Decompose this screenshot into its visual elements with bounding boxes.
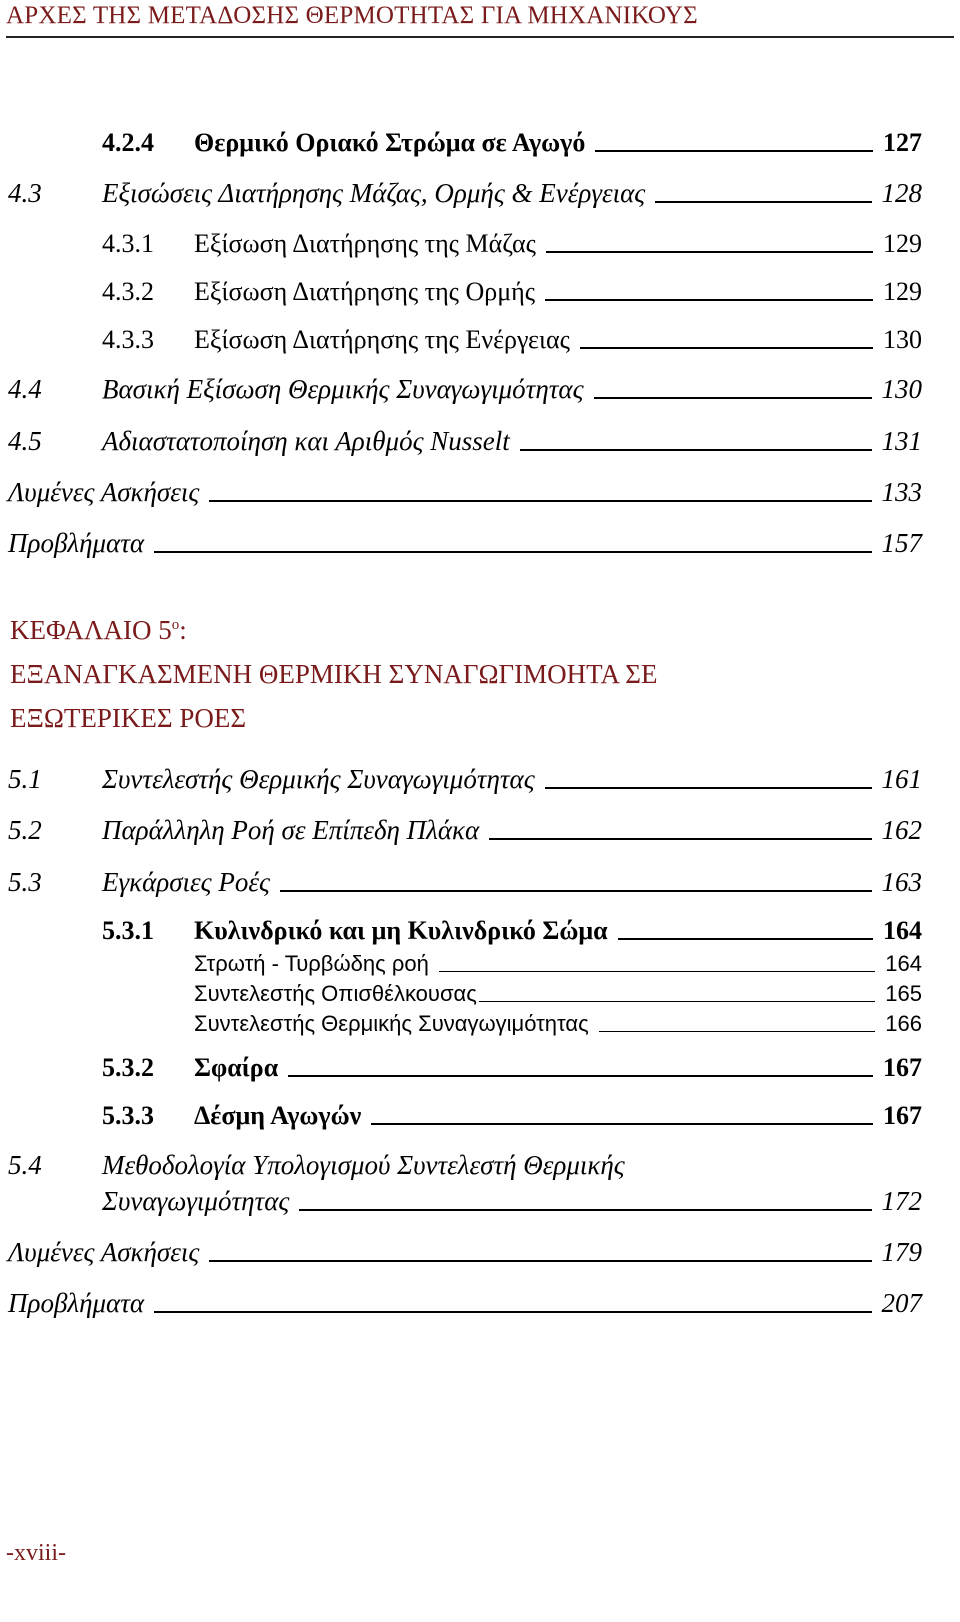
toc-title: Λυμένες Ασκήσεις: [8, 477, 200, 507]
toc-leader: [599, 1031, 876, 1032]
toc-page: 157: [881, 528, 922, 558]
toc-title: Εξίσωση Διατήρησης της Ενέργειας: [194, 325, 570, 354]
toc-leader: [546, 251, 873, 253]
toc-subentry-drag-coefficient[interactable]: [194, 981, 922, 1007]
toc-entry-4-3-1[interactable]: [102, 229, 922, 259]
toc-page: 130: [883, 325, 922, 354]
toc-subentry-laminar-turbulent[interactable]: [194, 951, 922, 977]
toc-entry-4-3-3[interactable]: [102, 325, 922, 355]
chapter-title-line2: ΕΞΩΤΕΡΙΚΕΣ ΡΟΕΣ: [10, 703, 247, 733]
toc-leader: [209, 1260, 871, 1262]
chapter-ordinal-sup: ο: [171, 617, 180, 633]
toc-title: Στρωτή - Τυρβώδης ροή: [194, 951, 429, 976]
toc-title: Λυμένες Ασκήσεις: [8, 1237, 200, 1267]
toc-title-continued: Συναγωγιμότητας: [102, 1186, 290, 1216]
toc-number: 4.4: [8, 374, 42, 404]
toc-entry-solved-exercises-2[interactable]: [8, 1237, 922, 1268]
toc-title: Εξισώσεις Διατήρησης Μάζας, Ορμής & Ενέργειας: [102, 178, 646, 208]
toc-page: 165: [885, 981, 922, 1006]
toc-title: Αδιαστατοποίηση και Αριθμός Nusselt: [102, 426, 510, 456]
toc-title: Σφαίρα: [194, 1053, 279, 1082]
toc-page: 129: [883, 277, 922, 306]
toc-leader: [479, 1001, 875, 1002]
toc-number: 4.5: [8, 426, 42, 456]
toc-entry-5-3-3[interactable]: [102, 1101, 922, 1131]
toc-title: Προβλήματα: [8, 528, 145, 558]
toc-entry-4-3[interactable]: [8, 178, 922, 209]
toc-page: 127: [883, 128, 922, 157]
toc-entry-5-3-2[interactable]: [102, 1053, 922, 1083]
toc-page: 129: [883, 229, 922, 258]
toc-leader: [299, 1209, 871, 1211]
toc-title: Εξίσωση Διατήρησης της Μάζας: [194, 229, 536, 258]
toc-leader: [154, 551, 871, 553]
toc-title: Παράλληλη Ροή σε Επίπεδη Πλάκα: [102, 815, 480, 845]
toc-title: Εγκάρσιες Ροές: [102, 867, 270, 897]
toc-page: 128: [881, 178, 922, 208]
toc-number: 5.3: [8, 867, 42, 897]
toc-entry-problems[interactable]: [8, 528, 922, 559]
toc-leader: [280, 890, 872, 892]
toc-title: Θερμικό Οριακό Στρώμα σε Αγωγό: [194, 128, 586, 157]
toc-number: 4.3.1: [102, 229, 154, 258]
toc-entry-5-4[interactable]: [8, 1150, 922, 1181]
toc-page: 161: [881, 764, 922, 794]
toc-leader: [520, 449, 872, 451]
toc-leader: [655, 201, 871, 203]
toc-number: 5.3.1: [102, 916, 154, 945]
toc-entry-4-4[interactable]: [8, 374, 922, 405]
toc-entry-4-5[interactable]: [8, 426, 922, 457]
header-rule: [6, 36, 954, 38]
toc-title: Κυλινδρικό και μη Κυλινδρικό Σώμα: [194, 916, 608, 945]
toc-title: Δέσμη Αγωγών: [194, 1101, 362, 1130]
toc-page: 164: [885, 951, 922, 976]
toc-leader: [489, 838, 871, 840]
toc-title: Προβλήματα: [8, 1288, 145, 1318]
chapter-heading[interactable]: [10, 615, 187, 646]
toc-entry-5-4-continued[interactable]: [102, 1186, 922, 1217]
toc-page: 133: [881, 477, 922, 507]
toc-leader: [371, 1123, 873, 1125]
toc-number: 5.4: [8, 1150, 42, 1180]
toc-number: 4.3: [8, 178, 42, 208]
toc-entry-5-3-1[interactable]: [102, 916, 922, 946]
chapter-title-line1: ΕΞΑΝΑΓΚΑΣΜΕΝΗ ΘΕΡΜΙΚΗ ΣΥΝΑΓΩΓΙΜΟΗΤΑ ΣΕ: [10, 659, 658, 689]
toc-page: 131: [881, 426, 922, 456]
toc-entry-4-2-4[interactable]: [102, 128, 922, 158]
toc-page: 167: [883, 1053, 922, 1082]
toc-leader: [580, 347, 873, 349]
toc-title: Συντελεστής Θερμικής Συναγωγιμότητας: [194, 1011, 589, 1036]
toc-page: 166: [885, 1011, 922, 1036]
toc-entry-4-3-2[interactable]: [102, 277, 922, 307]
toc-entry-5-1[interactable]: [8, 764, 922, 795]
toc-leader: [209, 500, 871, 502]
toc-title: Βασική Εξίσωση Θερμικής Συναγωγιμότητας: [102, 374, 584, 404]
toc-number: 4.3.3: [102, 325, 154, 354]
toc-page: 167: [883, 1101, 922, 1130]
toc-leader: [154, 1311, 871, 1313]
toc-leader: [618, 938, 873, 940]
toc-leader: [545, 787, 872, 789]
toc-number: 4.2.4: [102, 128, 154, 157]
toc-number: 5.2: [8, 815, 42, 845]
toc-number: 4.3.2: [102, 277, 154, 306]
toc-page: 207: [881, 1288, 922, 1318]
toc-leader: [288, 1075, 873, 1077]
toc-number: 5.3.2: [102, 1053, 154, 1082]
toc-subentry-heat-coefficient[interactable]: [194, 1011, 922, 1037]
toc-number: 5.1: [8, 764, 42, 794]
toc-entry-problems-2[interactable]: [8, 1288, 922, 1319]
toc-title: Μεθοδολογία Υπολογισμού Συντελεστή Θερμικής: [102, 1150, 625, 1180]
page-number-footer: -xviii-: [6, 1540, 66, 1566]
toc-title: Συντελεστής Θερμικής Συναγωγιμότητας: [102, 764, 535, 794]
toc-entry-solved-exercises[interactable]: [8, 477, 922, 508]
toc-leader: [594, 397, 872, 399]
toc-leader: [595, 150, 873, 152]
toc-page: 130: [881, 374, 922, 404]
toc-page: 162: [881, 815, 922, 845]
toc-page: 164: [883, 916, 922, 945]
toc-page: 172: [881, 1186, 922, 1216]
running-header: ΑΡΧΕΣ ΤΗΣ ΜΕΤΑΔΟΣΗΣ ΘΕΡΜΟΤΗΤΑΣ ΓΙΑ ΜΗΧΑΝΙΚΟΥΣ: [6, 2, 698, 29]
toc-title: Συντελεστής Οπισθέλκουσας: [194, 981, 477, 1006]
toc-page: 179: [881, 1237, 922, 1267]
chapter-label: ΚΕΦΑΛΑΙΟ 5: [10, 615, 172, 645]
toc-entry-5-3[interactable]: [8, 867, 922, 898]
toc-leader: [439, 971, 875, 972]
toc-leader: [545, 299, 873, 301]
toc-page: 163: [881, 867, 922, 897]
toc-number: 5.3.3: [102, 1101, 154, 1130]
chapter-colon: :: [179, 615, 187, 645]
toc-entry-5-2[interactable]: [8, 815, 922, 846]
toc-title: Εξίσωση Διατήρησης της Ορμής: [194, 277, 536, 306]
